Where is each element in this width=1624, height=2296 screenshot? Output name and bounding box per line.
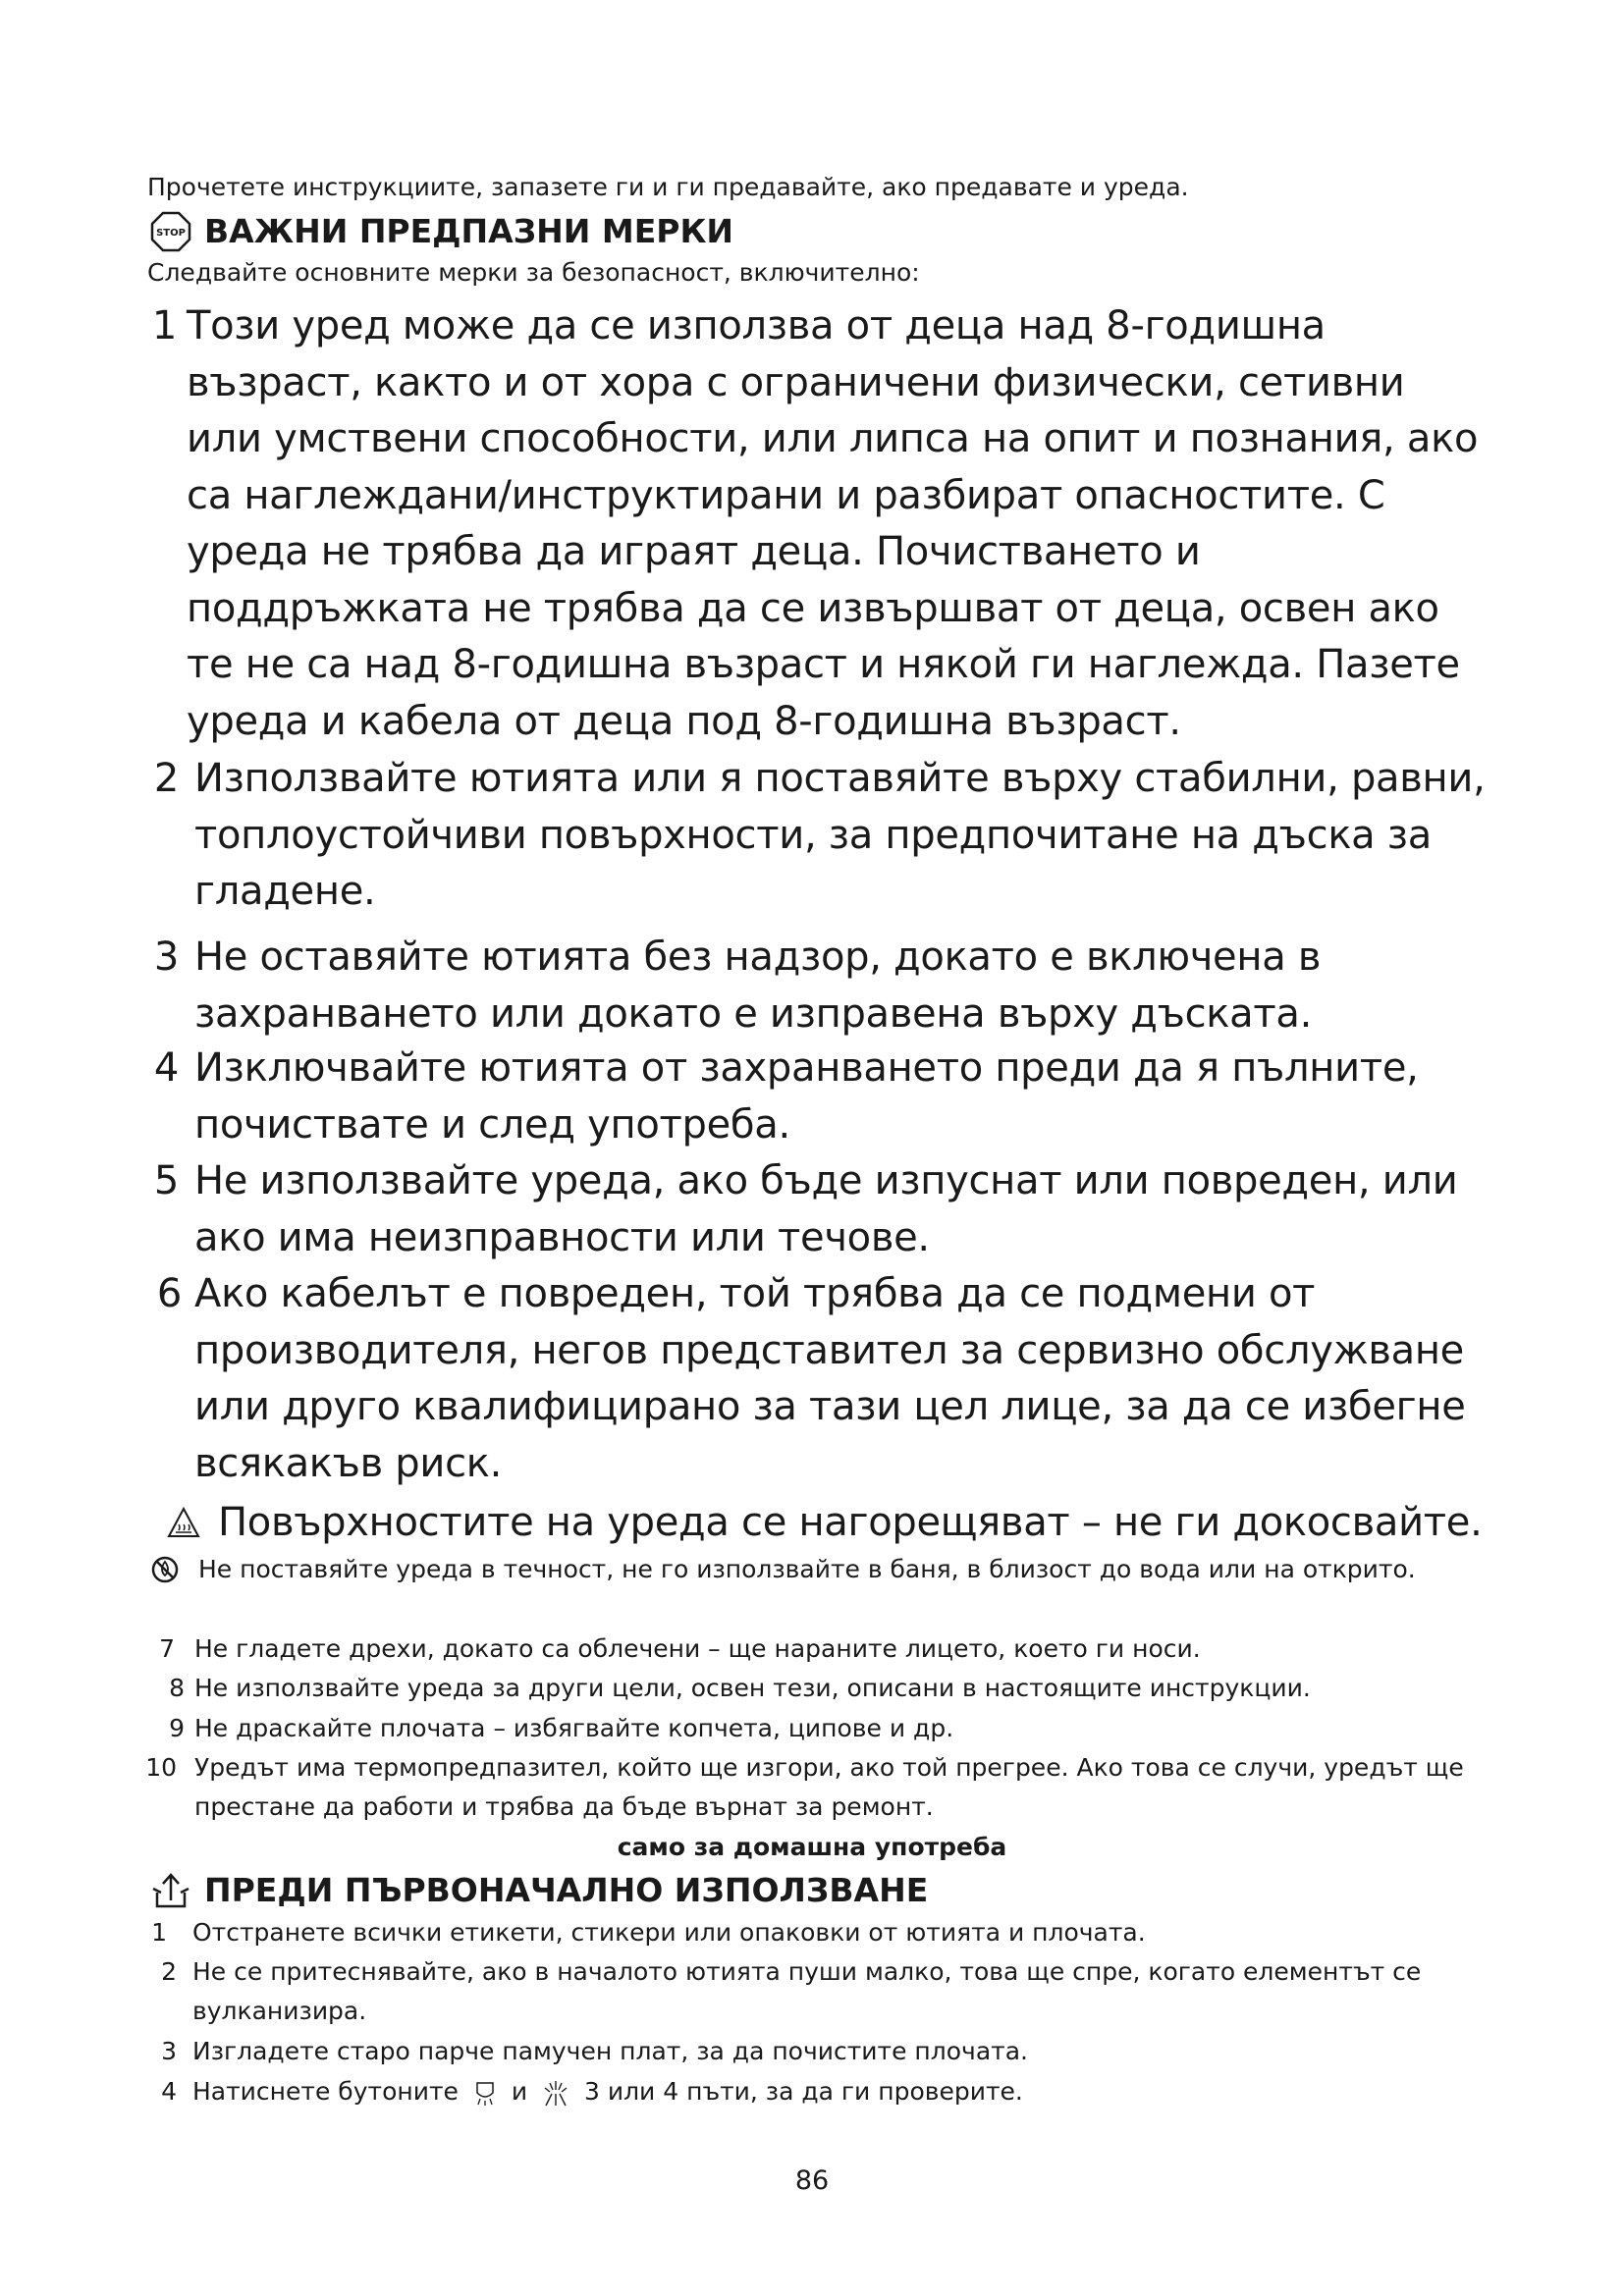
item-text: Не гладете дрехи, докато са облечени – ще нараните лицето, което ги носи. (194, 1634, 1201, 1663)
item-text: Не се притеснявайте, ако в началото ютията пуши малко, това ще спре, когато елементът се вулканизира. (192, 1957, 1422, 2025)
item-number: 1 (151, 303, 177, 348)
item-text: Изключвайте ютията от захранването преди да я пълните, почиствате и след употреба. (194, 1045, 1419, 1148)
hot-surface-icon (167, 1507, 200, 1538)
item-number: 6 (156, 1271, 182, 1316)
item-text: Не драскайте плочата – избягвайте копчета, ципове и др. (194, 1714, 954, 1742)
item-number: 2 (161, 1957, 177, 1986)
item4-text-pre: Натиснете бутоните (192, 2077, 459, 2106)
item-number: 10 (145, 1753, 177, 1782)
item-text: Използвайте ютията или я поставяйте върху стабилни, равни, топлоустойчиви повърхности, за предпочитане на дъска за гладене. (194, 756, 1486, 914)
item-number: 4 (161, 2077, 177, 2106)
section-heading-safety (147, 211, 1483, 252)
item-text: Ако кабелът е повреден, той трябва да се подмени от производителя, негов представител за сервизно обслужване или друго квалифицирано за тази цел лице, за да се избегне всякакъв риск. (194, 1271, 1466, 1486)
steam-burst-icon (541, 2078, 570, 2108)
item-text: Не използвайте уреда, ако бъде изпуснат или повреден, или ако има неизправности или течове. (194, 1158, 1458, 1260)
item-number: 2 (153, 756, 179, 801)
section-subtitle-safety: Следвайте основните мерки за безопасност, включително: (147, 258, 920, 287)
item-number: 9 (169, 1714, 185, 1742)
item-text (192, 2072, 1498, 2111)
item4-text-mid: и (511, 2077, 528, 2106)
stop-icon-label: STOP (156, 228, 186, 239)
item-number: 4 (153, 1045, 179, 1091)
item-text: Отстранете всички етикети, стикери или опаковки от ютията и плочата. (192, 1918, 1146, 1947)
section-heading-first-use (147, 1870, 1483, 1911)
item-number: 3 (153, 934, 179, 980)
item-number: 8 (169, 1674, 185, 1702)
intro-text: Прочетете инструкциите, запазете ги и ги предавайте, ако предавате и уреда. (147, 173, 1189, 201)
item-number: 3 (161, 2037, 177, 2065)
item-number: 1 (151, 1918, 167, 1947)
item-text: Не използвайте уреда за други цели, освен тези, описани в настоящите инструкции. (194, 1674, 1311, 1702)
item-number: 7 (159, 1634, 175, 1663)
stop-icon (147, 211, 194, 252)
item4-text-post: 3 или 4 пъти, за да ги проверите. (583, 2077, 1023, 2106)
item-number: 5 (153, 1158, 179, 1203)
unbox-icon (147, 1870, 194, 1911)
section-title-safety: ВАЖНИ ПРЕДПАЗНИ МЕРКИ (204, 212, 734, 250)
item-text: Изгладете старо парче памучен плат, за да почистите плочата. (192, 2037, 1028, 2065)
hot-warning-text: Повърхностите на уреда се нагорещяват – не ги докосвайте. (218, 1500, 1483, 1545)
item-text: Уредът има термопредпазител, който ще изгори, ако той прегрее. Ако това се случи, уредът ще престане да работи и трябва да бъде върнат за ремонт. (194, 1753, 1464, 1821)
section-title-first-use: ПРЕДИ ПЪРВОНАЧАЛНО ИЗПОЛЗВАНЕ (204, 1871, 929, 1909)
domestic-use-note: само за домашна употреба (617, 1833, 1007, 1861)
spray-icon (472, 2079, 498, 2107)
no-water-icon (151, 1556, 179, 1583)
water-warning-text: Не поставяйте уреда в течност, не го използвайте в баня, в близост до вода или на открито. (198, 1555, 1416, 1583)
page-number: 86 (794, 2165, 830, 2196)
item-text: Не оставяйте ютията без надзор, докато е включена в захранването или докато е изправена върху дъската. (194, 934, 1322, 1037)
item-text: Този уред може да се използва от деца над 8-годишна възраст, както и от хора с ограничени физически, сетивни или умствени способности, или липса на опит и познания, ако са наглеждани/инструктирани и разбират опасностите. С уреда не трябва да играят деца. Почистването и поддръжката не трябва да се извършват от деца, освен ако те не са над 8-годишна възраст и някой ги наглежда. Пазете уреда и кабела от деца под 8-годишна възраст. (187, 303, 1479, 744)
